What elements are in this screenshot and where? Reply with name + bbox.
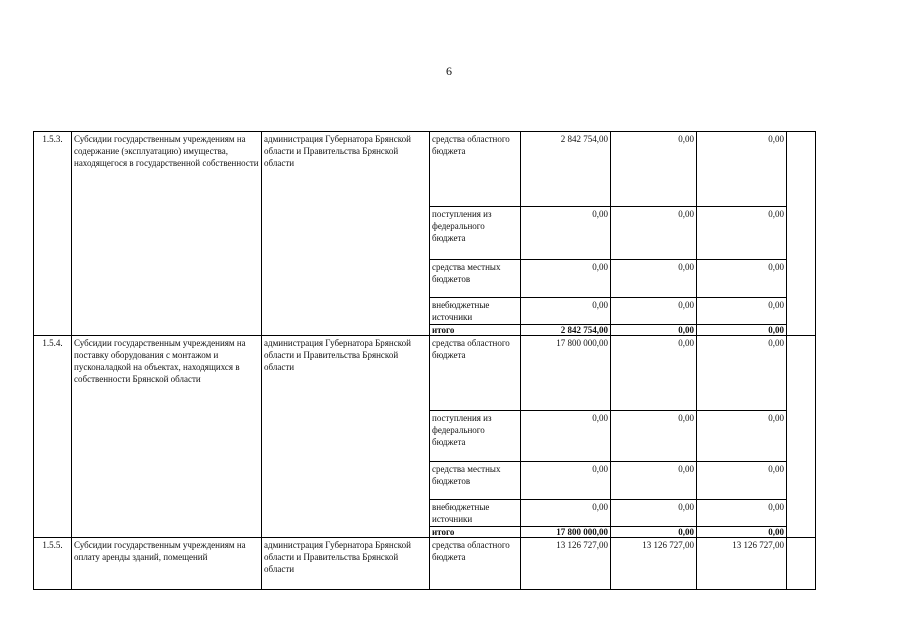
empty-cell xyxy=(787,132,816,336)
total-value: 2 842 754,00 xyxy=(521,325,611,336)
value-cell: 0,00 xyxy=(697,462,787,500)
total-label: итого xyxy=(430,527,521,538)
value-cell: 0,00 xyxy=(611,260,697,298)
empty-cell xyxy=(787,538,816,590)
value-cell: 13 126 727,00 xyxy=(697,538,787,590)
total-value: 0,00 xyxy=(697,527,787,538)
value-cell: 0,00 xyxy=(697,336,787,411)
source-label: внебюджетные источники xyxy=(430,298,521,325)
value-cell: 17 800 000,00 xyxy=(521,336,611,411)
item-code: 1.5.5. xyxy=(34,538,72,590)
source-label: средства местных бюджетов xyxy=(430,462,521,500)
total-value: 0,00 xyxy=(611,527,697,538)
item-name: Субсидии государственным учреждениям на оплату аренды зданий, помещений xyxy=(72,538,262,590)
total-label: итого xyxy=(430,325,521,336)
value-cell: 0,00 xyxy=(611,336,697,411)
item-name: Субсидии государственным учреждениям на поставку оборудования с монтажом и пусконаладкой на объектах, находящихся в собственности Брянской области xyxy=(72,336,262,538)
item-executor: администрация Губернатора Брянской области и Правительства Брянской области xyxy=(262,538,430,590)
table-row xyxy=(34,336,816,411)
value-cell: 13 126 727,00 xyxy=(521,538,611,590)
item-name: Субсидии государственным учреждениям на содержание (эксплуатацию) имущества, находящегося в государственной собственности xyxy=(72,132,262,336)
item-executor: администрация Губернатора Брянской области и Правительства Брянской области xyxy=(262,336,430,538)
value-cell: 0,00 xyxy=(697,207,787,260)
item-executor: администрация Губернатора Брянской области и Правительства Брянской области xyxy=(262,132,430,336)
value-cell: 0,00 xyxy=(521,500,611,527)
value-cell: 0,00 xyxy=(611,411,697,462)
source-label: средства местных бюджетов xyxy=(430,260,521,298)
table-row xyxy=(34,132,816,207)
value-cell: 2 842 754,00 xyxy=(521,132,611,207)
source-label: внебюджетные источники xyxy=(430,500,521,527)
value-cell: 0,00 xyxy=(521,260,611,298)
value-cell: 0,00 xyxy=(611,207,697,260)
value-cell: 0,00 xyxy=(521,298,611,325)
value-cell: 0,00 xyxy=(611,500,697,527)
value-cell: 0,00 xyxy=(521,411,611,462)
total-value: 17 800 000,00 xyxy=(521,527,611,538)
value-cell: 0,00 xyxy=(611,462,697,500)
budget-table xyxy=(33,131,816,590)
table-row xyxy=(34,538,816,590)
item-code: 1.5.4. xyxy=(34,336,72,538)
source-label: поступления из федерального бюджета xyxy=(430,207,521,260)
total-value: 0,00 xyxy=(611,325,697,336)
value-cell: 0,00 xyxy=(521,462,611,500)
source-label: средства областного бюджета xyxy=(430,538,521,590)
page-number: 6 xyxy=(446,64,452,78)
source-label: поступления из федерального бюджета xyxy=(430,411,521,462)
empty-cell xyxy=(787,336,816,538)
value-cell: 0,00 xyxy=(697,411,787,462)
value-cell: 0,00 xyxy=(611,298,697,325)
value-cell: 0,00 xyxy=(697,298,787,325)
total-value: 0,00 xyxy=(697,325,787,336)
value-cell: 0,00 xyxy=(521,207,611,260)
source-label: средства областного бюджета xyxy=(430,132,521,207)
value-cell: 0,00 xyxy=(697,500,787,527)
value-cell: 0,00 xyxy=(697,132,787,207)
value-cell: 13 126 727,00 xyxy=(611,538,697,590)
item-code: 1.5.3. xyxy=(34,132,72,336)
source-label: средства областного бюджета xyxy=(430,336,521,411)
value-cell: 0,00 xyxy=(611,132,697,207)
value-cell: 0,00 xyxy=(697,260,787,298)
